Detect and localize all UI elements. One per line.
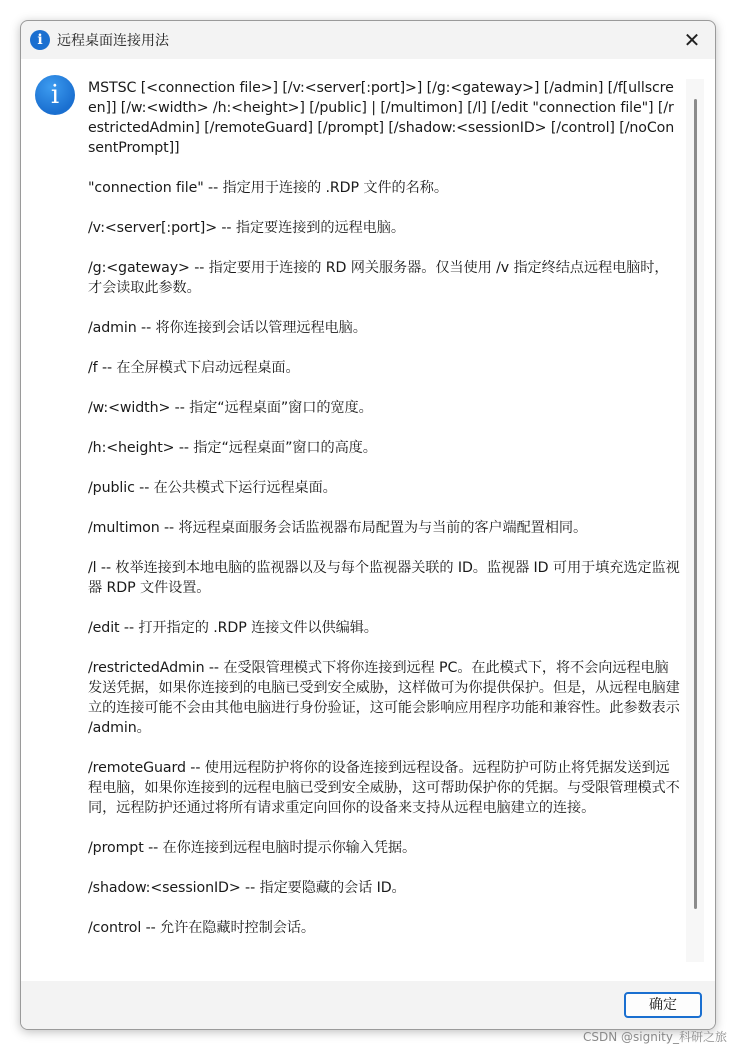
info-icon: i (30, 30, 50, 50)
ok-button[interactable]: 确定 (624, 992, 702, 1018)
vertical-scrollbar[interactable] (686, 79, 704, 962)
usage-paragraph: /w:<width> -- 指定“远程桌面”窗口的宽度。 (88, 400, 373, 416)
usage-paragraph: /g:<gateway> -- 指定要用于连接的 RD 网关服务器。仅当使用 /v 指定终结点远程电脑时，才会读取此参数。 (88, 260, 669, 296)
message-dialog (20, 20, 716, 1030)
usage-paragraph: /remoteGuard -- 使用远程防护将你的设备连接到远程设备。远程防护可防止将凭据发送到远程电脑，如果你连接到的远程电脑已受到安全威胁，这可帮助保护你的凭据。与受限管理模式不同，远程防护还通过将所有请求重定向回你的设备来支持从远程电脑建立的连接。 (88, 760, 680, 816)
usage-paragraph: /edit -- 打开指定的 .RDP 连接文件以供编辑。 (88, 620, 378, 636)
message-area (21, 59, 715, 982)
usage-paragraph: "connection file" -- 指定用于连接的 .RDP 文件的名称。 (88, 180, 448, 196)
watermark-text: CSDN @signity_科研之旅 (583, 1030, 727, 1044)
usage-text (88, 78, 680, 958)
usage-paragraph: /h:<height> -- 指定“远程桌面”窗口的高度。 (88, 440, 377, 456)
usage-paragraph: /f -- 在全屏模式下启动远程桌面。 (88, 360, 300, 376)
usage-paragraph: /public -- 在公共模式下运行远程桌面。 (88, 480, 337, 496)
close-button[interactable]: ✕ (683, 28, 701, 52)
info-icon: i (35, 75, 75, 115)
title-bar[interactable] (21, 21, 715, 59)
usage-paragraph: /l -- 枚举连接到本地电脑的监视器以及与每个监视器关联的 ID。监视器 ID 可用于填充选定监视器 RDP 文件设置。 (88, 560, 680, 596)
usage-paragraph: /admin -- 将你连接到会话以管理远程电脑。 (88, 320, 367, 336)
usage-paragraph: /restrictedAdmin -- 在受限管理模式下将你连接到远程 PC。在此模式下，将不会向远程电脑发送凭据，如果你连接到的电脑已受到安全威胁，这样做可为你提供保护。但是，从远程电脑建立的连接可能不会由其他电脑进行身份验证，这可能会影响应用程序功能和兼容性。此参数表示 /admin。 (88, 660, 680, 736)
usage-paragraph: /prompt -- 在你连接到远程电脑时提示你输入凭据。 (88, 840, 417, 856)
usage-paragraph: /shadow:<sessionID> -- 指定要隐藏的会话 ID。 (88, 880, 406, 896)
dialog-title: 远程桌面连接用法 (57, 33, 169, 49)
usage-paragraph: /control -- 允许在隐藏时控制会话。 (88, 920, 315, 936)
usage-paragraph: MSTSC [<connection file>] [/v:<server[:port]>] [/g:<gateway>] [/admin] [/f[ullscreen]] [/w:<width> /h:<height>] [/public] | [/multimon] [/l] [/edit "connection file"] [/restrictedAdmin] [/remoteGuard] [/prompt] [/shadow:<sessionID> [/control] [/noConsentPrompt]] (88, 80, 675, 156)
usage-paragraph: /v:<server[:port]> -- 指定要连接到的远程电脑。 (88, 220, 405, 236)
usage-paragraph: /multimon -- 将远程桌面服务会话监视器布局配置为与当前的客户端配置相同。 (88, 520, 588, 536)
scrollbar-thumb[interactable] (694, 99, 697, 909)
button-bar (21, 981, 715, 1029)
